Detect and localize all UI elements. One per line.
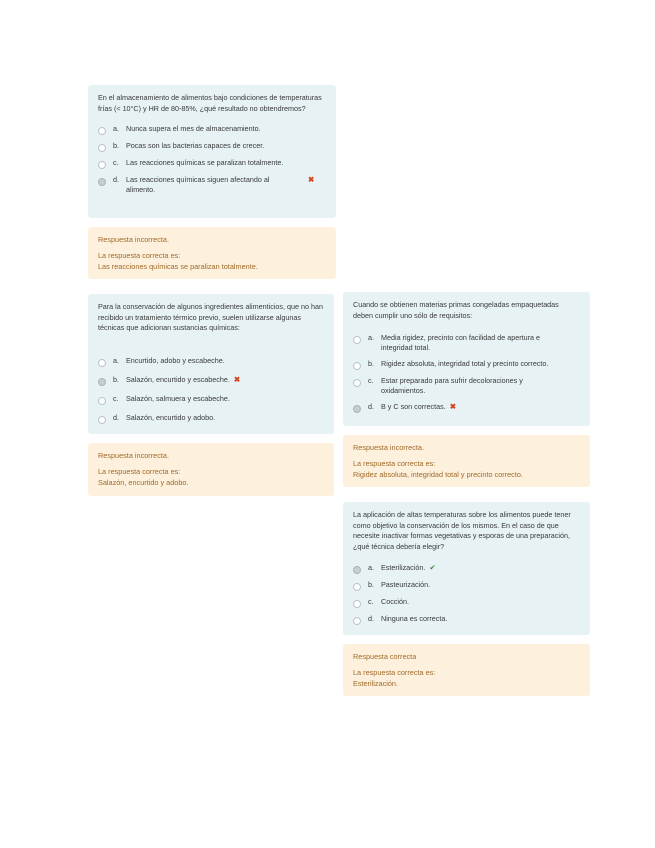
correct-answer: Esterilización. [353,679,399,688]
feedback-label: La respuesta correcta es: [98,251,181,260]
radio-button[interactable] [98,127,106,135]
answer-option-a[interactable]: a. Esterilización. ✔ [353,563,580,574]
feedback-title: Respuesta incorrecta. [353,443,424,452]
question-text: En el almacenamiento de alimentos bajo condiciones de temperaturas frías (< 10°C) y HR de 80-85%, ¿qué resultado no obtendremos? [98,93,322,113]
radio-button[interactable] [353,600,361,608]
radio-button[interactable] [353,379,361,387]
answer-option-d[interactable]: d. Las reacciones químicas siguen afectando al alimento. ✖ [98,175,326,195]
feedback-card-1 [88,227,336,279]
radio-button[interactable] [353,336,361,344]
question-card-2 [88,294,334,434]
answer-option-a[interactable]: a. Nunca supera el mes de almacenamiento. [98,124,326,135]
incorrect-icon: ✖ [233,374,241,384]
feedback-label: La respuesta correcta es: [353,459,436,468]
question-text: Cuando se obtienen materias primas congeladas empaquetadas deben cumplir uno sólo de requisitos: [353,300,559,320]
answer-option-c[interactable]: c. Salazón, salmuera y escabeche. [98,394,324,405]
radio-button[interactable] [98,161,106,169]
answer-option-c[interactable]: c. Las reacciones químicas se paralizan totalmente. [98,158,326,169]
question-text: Para la conservación de algunos ingredientes alimenticios, que no han recibido un tratamiento térmico previo, suelen utilizarse algunas técnicas que adicionan sustancias químicas: [98,302,323,332]
radio-button[interactable] [353,362,361,370]
answer-option-a[interactable]: a. Media rigidez, precinto con facilidad de apertura e integridad total. [353,333,580,353]
radio-button[interactable] [98,397,106,405]
correct-check-icon: ✔ [429,563,436,572]
answer-option-b[interactable]: b. Pocas son las bacterias capaces de crecer. [98,141,326,152]
feedback-title: Respuesta incorrecta. [98,451,169,460]
feedback-card-3 [343,435,590,487]
question-card-4 [343,502,590,635]
question-text: La aplicación de altas temperaturas sobre los alimentos puede tener como objetivo la conservación de los mismos. En el caso de que necesite inactivar formas vegetativas y esporas de una preparación, ¿qué técnica debería elegir? [353,510,571,551]
feedback-title: Respuesta correcta [353,652,417,661]
answer-option-c[interactable]: c. Estar preparado para sufrir decoloraciones y oxidamientos. [353,376,580,396]
radio-button[interactable] [98,359,106,367]
radio-button[interactable] [353,583,361,591]
answer-option-a[interactable]: a. Encurtido, adobo y escabeche. [98,356,324,367]
radio-button[interactable] [98,416,106,424]
radio-button-selected[interactable] [98,378,106,386]
incorrect-icon: ✖ [449,402,457,411]
answer-option-b[interactable]: b. Pasteurización. [353,580,580,591]
answer-option-d[interactable]: d. Salazón, encurtido y adobo. [98,413,324,424]
radio-button-selected[interactable] [353,566,361,574]
correct-answer: Rigidez absoluta, integridad total y precinto correcto. [353,470,523,479]
answer-option-d[interactable]: d. B y C son correctas. ✖ [353,402,580,413]
radio-button-selected[interactable] [98,178,106,186]
answer-option-d[interactable]: d. Ninguna es correcta. [353,614,580,625]
answer-option-c[interactable]: c. Cocción. [353,597,580,608]
question-card-1 [88,85,336,218]
feedback-label: La respuesta correcta es: [98,467,181,476]
feedback-title: Respuesta incorrecta. [98,235,169,244]
incorrect-icon: ✖ [308,175,315,184]
correct-answer: Salazón, encurtido y adobo. [98,478,189,487]
answer-option-b[interactable]: b. Salazón, encurtido y escabeche. ✖ [98,375,324,386]
radio-button-selected[interactable] [353,405,361,413]
radio-button[interactable] [98,144,106,152]
question-card-3 [343,292,590,426]
radio-button[interactable] [353,617,361,625]
feedback-card-4 [343,644,590,696]
feedback-label: La respuesta correcta es: [353,668,436,677]
feedback-card-2 [88,443,334,496]
answer-option-b[interactable]: b. Rigidez absoluta, integridad total y precinto correcto. [353,359,580,370]
correct-answer: Las reacciones químicas se paralizan totalmente. [98,262,258,271]
